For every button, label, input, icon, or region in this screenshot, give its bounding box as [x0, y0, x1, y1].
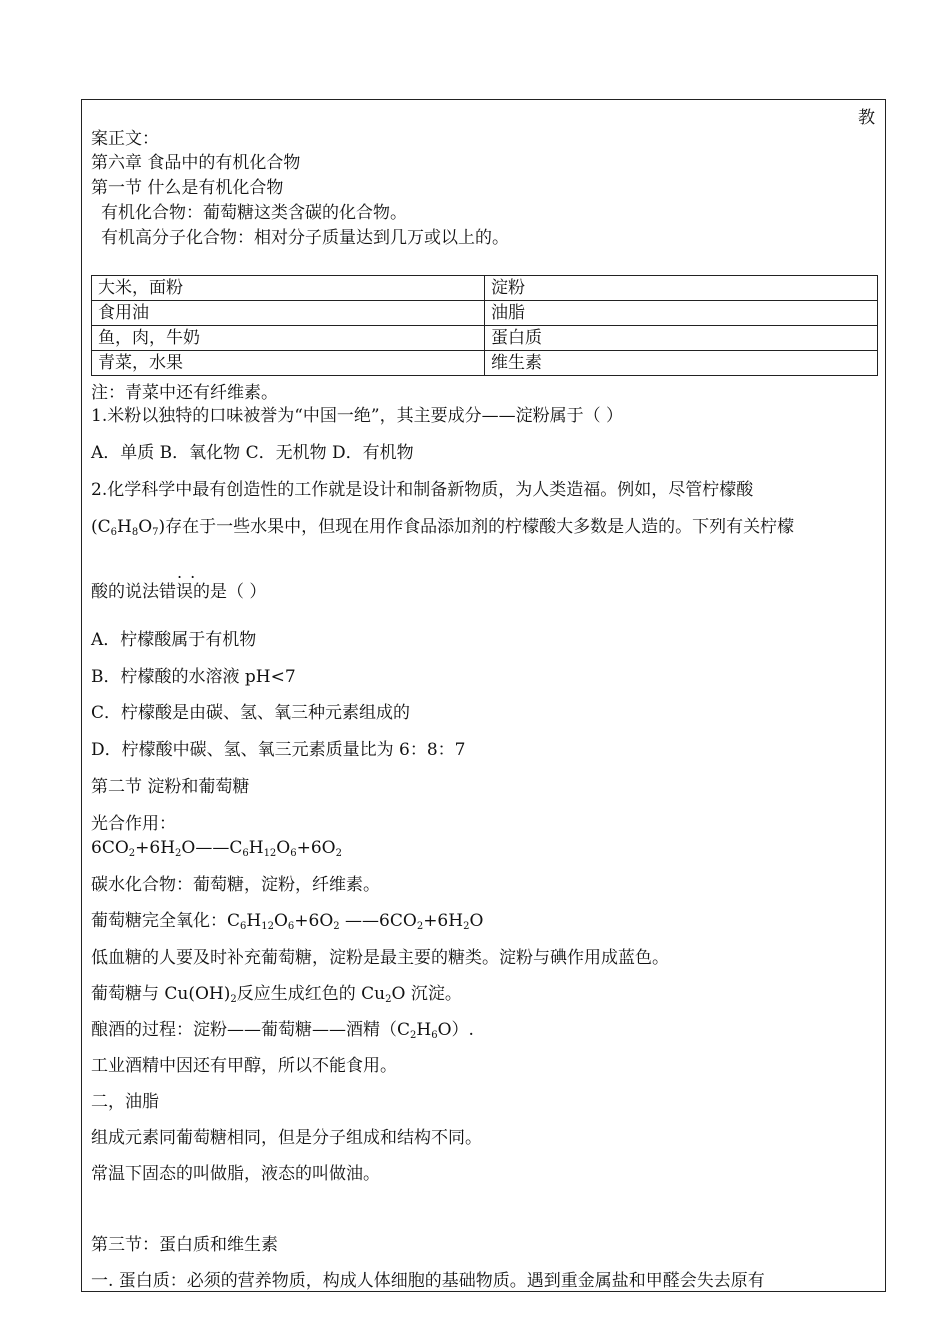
table-cell: 淀粉 [485, 276, 878, 301]
question-2-line-3: 酸的说法错误的是（ ） [91, 582, 267, 602]
option-b: B．柠檬酸的水溶液 pH<7 [91, 667, 296, 687]
lesson-plan-frame [81, 99, 886, 1292]
table-row [92, 326, 878, 351]
option-c: C．柠檬酸是由碳、氢、氧三种元素组成的 [91, 703, 411, 723]
photosynthesis-label: 光合作用： [91, 814, 176, 834]
question-2-line-1: 2.化学科学中最有创造性的工作就是设计和制备新物质，为人类造福。例如，尽管柠檬酸 [91, 480, 754, 500]
brewing-line: 酿酒的过程：淀粉——葡萄糖——酒精$(C_2H_6O)$. [91, 1020, 474, 1041]
table-cell: 油脂 [485, 301, 878, 326]
table-cell: 大米，面粉 [92, 276, 485, 301]
note-fiber: 注：青菜中还有纤维素。 [91, 383, 278, 403]
low-sugar-line: 低血糖的人要及时补充葡萄糖，淀粉是最主要的糖类。淀粉与碘作用成蓝色。 [91, 948, 669, 968]
table-cell: 蛋白质 [485, 326, 878, 351]
header-label: 案正文： [91, 129, 159, 149]
section-2-title: 第二节 淀粉和葡萄糖 [91, 777, 250, 797]
question-2-line-2: $(C_6H_8O_7)$存在于一些水果中，但现在用作食品添加剂的柠檬酸大多数是人造的。下列有关柠檬 [91, 517, 795, 538]
option-a: A．柠檬酸属于有机物 [91, 630, 257, 650]
oxidation-line: 葡萄糖完全氧化：$C_6H_{12}O_6+6O_2$ $——6CO_2+6H_2O$ [91, 911, 484, 932]
section-1-title: 第一节 什么是有机化合物 [91, 178, 284, 198]
protein-line: 一. 蛋白质：必须的营养物质，构成人体细胞的基础物质。遇到重金属盐和甲醛会失去原有 [91, 1271, 765, 1291]
section-3-title: 第三节：蛋白质和维生素 [91, 1235, 278, 1255]
table-cell: 食用油 [92, 301, 485, 326]
option-d: D．柠檬酸中碳、氢、氧三元素质量比为 6：8：7 [91, 740, 466, 760]
table-row [92, 276, 878, 301]
table-row [92, 301, 878, 326]
definition-organic: 有机化合物：葡萄糖这类含碳的化合物。 [101, 203, 407, 223]
emphasis-dots: .. [177, 563, 204, 582]
carbohydrates-line: 碳水化合物：葡萄糖，淀粉，纤维素。 [91, 875, 380, 895]
food-nutrient-table [91, 275, 878, 376]
corner-label: 教 [858, 108, 875, 128]
table-cell: 鱼，肉，牛奶 [92, 326, 485, 351]
table-row [92, 351, 878, 376]
oil-line-2: 常温下固态的叫做脂，液态的叫做油。 [91, 1164, 380, 1184]
industrial-alcohol-line: 工业酒精中因还有甲醇，所以不能食用。 [91, 1056, 397, 1076]
definition-polymer: 有机高分子化合物：相对分子质量达到几万或以上的。 [101, 228, 509, 248]
photosynthesis-equation: $6CO_2+6H_2O——C_6H_{12}O_6+6O_2$ [91, 838, 342, 859]
table-cell: 青菜，水果 [92, 351, 485, 376]
chapter-title: 第六章 食品中的有机化合物 [91, 153, 301, 173]
copper-reaction-line: 葡萄糖与 $Cu(OH)_2$反应生成红色的 $Cu_2O$ 沉淀。 [91, 984, 462, 1005]
table-cell: 维生素 [485, 351, 878, 376]
question-1-options: A．单质 B．氧化物 C．无机物 D．有机物 [91, 443, 414, 463]
question-1: 1.米粉以独特的口味被誉为“中国一绝”，其主要成分——淀粉属于（ ） [91, 406, 624, 426]
oil-line-1: 组成元素同葡萄糖相同，但是分子组成和结构不同。 [91, 1128, 482, 1148]
oil-heading: 二，油脂 [91, 1092, 159, 1112]
